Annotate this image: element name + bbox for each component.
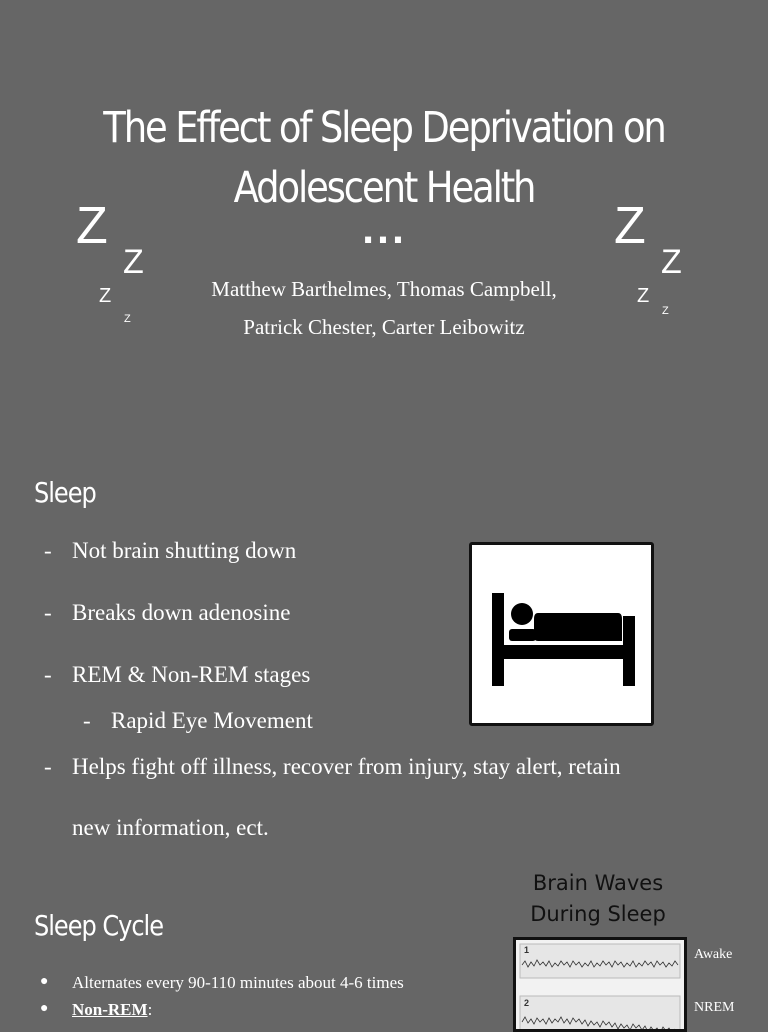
sleep-cycle-bullet (40, 973, 404, 993)
page-title-line-2: Adolescent Health (233, 163, 535, 213)
authors-line-1: Matthew Barthelmes, Thomas Campbell, (211, 277, 557, 301)
bullet-colon: : (147, 1000, 153, 1019)
zzz-medium-z: Z (661, 243, 682, 281)
authors-line-2: Patrick Chester, Carter Leibowitz (243, 315, 525, 339)
zzz-big-z: Z (614, 197, 646, 255)
bullet-marker: - (44, 662, 52, 687)
title-ellipsis: ... (361, 212, 407, 252)
zzz-tiny-z: Z (124, 313, 131, 325)
zzz-left-decoration (76, 196, 176, 326)
sleep-cycle-bullet (40, 1000, 153, 1020)
bullet-text: Rapid Eye Movement (111, 708, 313, 733)
bullet-text: Alternates every 90-110 minutes about 4-6 times (72, 973, 404, 992)
zzz-small-z: Z (637, 285, 650, 307)
bullet-marker: - (83, 708, 91, 733)
section-heading-sleep-cycle: Sleep Cycle (34, 909, 164, 942)
brain-waves-label-nrem: NREM (694, 1000, 735, 1015)
brain-waves-figure (513, 937, 687, 1032)
row-number-2: 2 (524, 998, 530, 1008)
zzz-small-z: Z (99, 285, 112, 307)
bullet-text: Non-REM (72, 1000, 148, 1019)
bullet-marker: ● (40, 1001, 49, 1016)
bullet-marker: - (44, 538, 52, 563)
zzz-right-decoration (614, 196, 714, 326)
sleep-bullet (44, 538, 297, 564)
section-heading-sleep: Sleep (34, 476, 96, 509)
bullet-text: Helps fight off illness, recover from injury, stay alert, retain (72, 754, 621, 779)
brain-waves-graphic (516, 940, 684, 1029)
zzz-big-z: Z (76, 197, 108, 255)
bed-icon (472, 545, 651, 723)
bullet-marker: ● (40, 974, 49, 989)
brain-waves-title-line-1: Brain Waves (532, 871, 664, 895)
brain-waves-label-awake: Awake (694, 947, 733, 962)
page-title-line-1: The Effect of Sleep Deprivation on (103, 103, 665, 153)
sleep-bullet-continuation: new information, ect. (72, 815, 269, 840)
bullet-marker: - (44, 600, 52, 625)
zzz-medium-z: Z (123, 243, 144, 281)
brain-waves-title-line-2: During Sleep (530, 902, 666, 926)
sleep-bullet (44, 754, 621, 780)
sleep-bullet (44, 600, 291, 626)
sleep-sub-bullet (83, 708, 313, 734)
bullet-text: Not brain shutting down (72, 538, 297, 563)
bullet-text: Breaks down adenosine (72, 600, 291, 625)
bed-icon-frame (469, 542, 654, 726)
row-number-1: 1 (524, 945, 530, 955)
zzz-tiny-z: Z (662, 305, 669, 317)
sleep-bullet (44, 662, 311, 688)
bullet-marker: - (44, 754, 52, 779)
bullet-text: REM & Non-REM stages (72, 662, 311, 687)
